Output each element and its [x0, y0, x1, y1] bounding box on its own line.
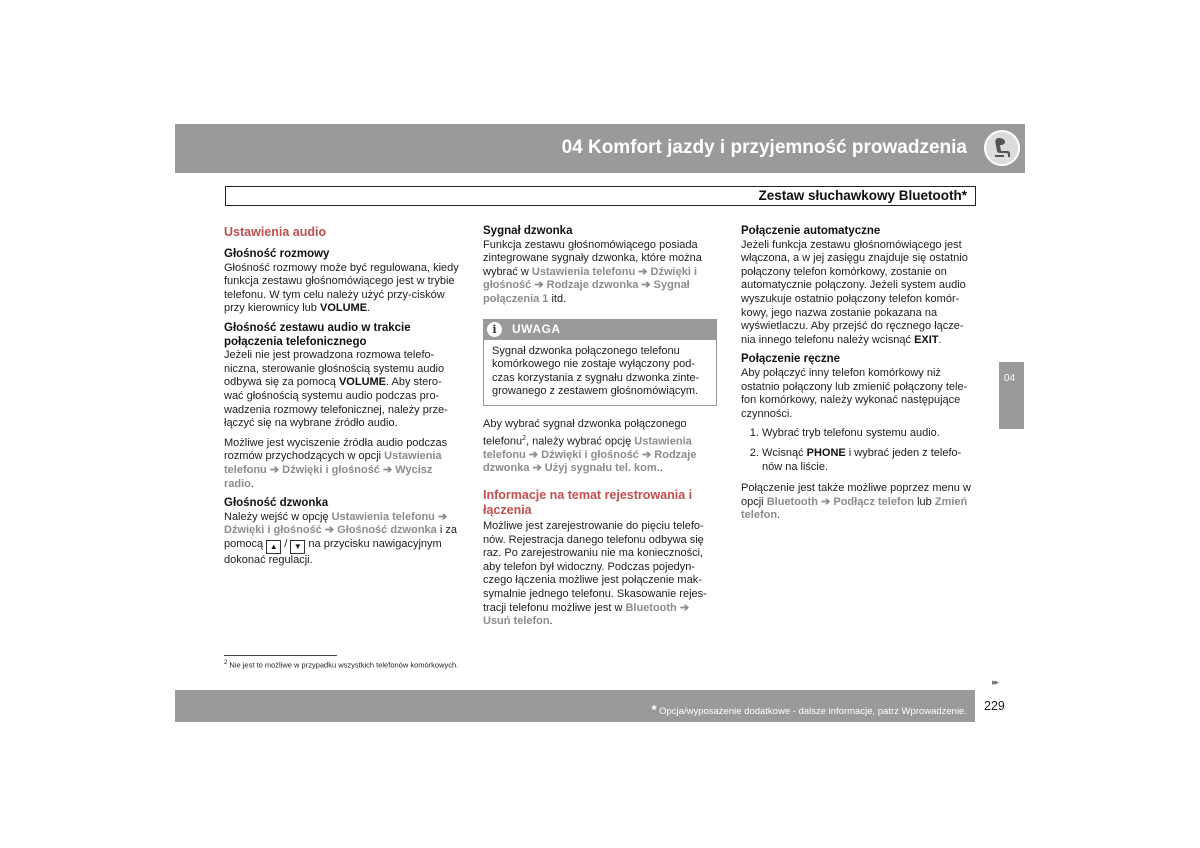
subheading-audio-volume-during-call: Głośność zestawu audio w trakcie połączenia telefonicznego [224, 321, 411, 348]
footnote-number: 2 [224, 660, 228, 666]
page-number: 229 [984, 699, 1005, 713]
list-item [762, 447, 977, 474]
menu-path-item: Ustawienia telefonu [331, 510, 435, 523]
phone-key-label: PHONE [806, 446, 846, 459]
footer-band [175, 690, 975, 722]
paragraph-end: . [549, 615, 553, 628]
footnote-text: Nie jest to możliwe w przypadku wszystkich telefonów komórkowych. [227, 660, 459, 670]
paragraph-text: , należy wybrać opcję [526, 435, 635, 448]
continue-marker-icon: ▸▸ [992, 677, 998, 687]
paragraph-text: Możliwe jest wyciszenie źródła audio podczas rozmów przychodzących w opcji [224, 436, 448, 463]
menu-path-item: Podłącz telefon [833, 495, 915, 508]
arrow-icon: ➔ [532, 462, 545, 475]
paragraph-ring-volume [224, 511, 459, 568]
chapter-title: 04 Komfort jazdy i przyjemność prowadzenia [561, 137, 967, 158]
subheading-ring-volume: Głośność dzwonka [224, 497, 329, 510]
menu-path-item: Zmień telefon [741, 495, 968, 522]
footer-note [651, 702, 967, 717]
menu-path-item: Ustawienia telefonu [483, 435, 692, 461]
warning-box [483, 319, 717, 406]
arrow-icon: ➔ [324, 524, 338, 537]
paragraph-text: Jeżeli nie jest prowadzona rozmowa telefo-niczna, sterowanie głośnością systemu audio odbywa się za pomocą [224, 349, 445, 389]
footnote-ref: 2 [522, 434, 527, 442]
menu-path-item: Rodzaje dzwonka [546, 279, 639, 292]
menu-path-item: Rodzaje dzwonka [483, 448, 697, 475]
arrow-icon: ➔ [638, 265, 651, 278]
menu-path-item: Dźwięki i głośność [483, 265, 698, 292]
paragraph-select-phone-ringtone [483, 418, 717, 476]
arrow-icon: ➔ [269, 463, 283, 476]
arrow-icon: ➔ [383, 463, 396, 476]
column-2 [483, 225, 717, 635]
volume-key-label: VOLUME [319, 302, 368, 315]
paragraph-text: Połączenie jest także możliwe poprzez menu w opcji [741, 482, 971, 508]
arrow-icon: ➔ [642, 448, 655, 461]
column-3 [741, 225, 977, 529]
volume-key-label: VOLUME [338, 376, 387, 389]
section-title-box [225, 186, 976, 206]
paragraph-auto-connect [741, 239, 977, 348]
paragraph-end: . [250, 477, 254, 490]
footnote [224, 660, 458, 670]
steps-list [741, 427, 977, 474]
list-item [762, 427, 977, 441]
footnote-rule [224, 655, 337, 656]
menu-path-item: Bluetooth [766, 495, 819, 508]
section-title: Zestaw słuchawkowy Bluetooth* [758, 188, 967, 203]
paragraph-mute-audio [224, 437, 459, 491]
paragraph-end: . [659, 462, 663, 475]
subheading-manual-connect: Połączenie ręczne [741, 353, 841, 366]
paragraph-text: . Aby stero-wać głośnością systemu audio podczas pro-wadzenia rozmowy telefonicznej, należy prze-łączyć się na wybrane źródło audio. [224, 376, 448, 430]
paragraph-text: Możliwe jest zarejestrowanie do pięciu telefo-nów. Rejestracja danego telefonu odbywa się raz. Po zarejestrowaniu nie ma konieczności, aby telefon był widoczny. Podczas pojedyn-czego łączenia możliwe jest połączenie mak-symalnie jednego telefonu. Skasowanie rejes-tracji telefonu możliwe jest w [483, 519, 707, 614]
menu-path-item: Wycisz radio [224, 463, 433, 490]
menu-path-item: Dźwięki i głośność [282, 463, 380, 476]
paragraph-end: . [938, 333, 942, 346]
column-1 [224, 225, 459, 573]
warning-text: Sygnał dzwonka połączonego telefonu komórkowego nie zostaje wyłączony pod-czas korzystania z sygnału dzwonka zinte-growanego z zestawem głośnomówiącym. [492, 344, 700, 398]
seat-icon [984, 130, 1020, 166]
arrow-icon: ➔ [437, 510, 448, 523]
paragraph-text: lub [914, 495, 935, 508]
subheading-auto-connect: Połączenie automatyczne [741, 225, 881, 237]
paragraph-registration [483, 520, 717, 629]
menu-path-item: Dźwięki i głośność [541, 448, 639, 461]
warning-label: UWAGA [512, 321, 561, 336]
arrow-icon: ➔ [641, 279, 654, 292]
list-item-text: Wcisnąć [762, 446, 807, 459]
arrow-up-key-icon: ▲ [266, 540, 281, 554]
paragraph-end: . [367, 302, 371, 315]
arrow-down-key-icon: ▼ [290, 540, 305, 554]
paragraph-menu-connect [741, 482, 977, 523]
menu-path-item: Głośność dzwonka [337, 524, 437, 537]
menu-path-item: Użyj sygnału tel. kom. [544, 462, 660, 475]
menu-path-item: Ustawienia telefonu [531, 265, 636, 278]
list-item-text: i wybrać jeden z telefo-nów na liście. [762, 446, 962, 473]
paragraph-ringtone [483, 239, 717, 307]
paragraph-manual-connect: Aby połączyć inny telefon komórkowy niż ostatnio połączony lub zmienić połączony tele-fon komórkowy, należy wykonać następujące czynności. [741, 366, 968, 420]
chapter-header [175, 124, 1025, 173]
info-icon: i [487, 322, 502, 337]
menu-path-item: Usuń telefon [483, 615, 550, 628]
menu-path-item: Bluetooth [625, 601, 677, 614]
heading-audio-settings: Ustawienia audio [224, 225, 327, 239]
paragraph-audio-volume [224, 349, 459, 431]
exit-key-label: EXIT [914, 333, 939, 346]
paragraph-text: Głośność rozmowy może być regulowana, kiedy funkcja zestawu głośnomówiącego jest w trybie telefonu. W tym celu należy użyć przy-cisków przy kierownicy lub [224, 261, 459, 315]
paragraph-end: itd. [548, 292, 567, 305]
warning-header [484, 320, 716, 340]
paragraph-text: i za pomocą [224, 524, 457, 550]
paragraph-end: . [777, 509, 781, 522]
arrow-icon: ➔ [679, 601, 690, 614]
menu-path-item: Sygnał połączenia 1 [483, 279, 690, 305]
arrow-icon: ➔ [528, 448, 542, 461]
list-item-text: Wybrać tryb telefonu systemu audio. [762, 427, 940, 440]
chapter-side-tab [999, 362, 1024, 429]
paragraph-text: na przycisku nawigacyjnym dokonać regulacji. [224, 537, 442, 566]
paragraph-text: Jeżeli funkcja zestawu głośnomówiącego jest włączona, a w jej zasięgu znajduje się ostatnio połączony telefon komórkowy, zostanie on automatycznie połączony. Jeżeli system audio wyszukuje ostatnio połączony telefon komór-kowy, jego nazwa zostanie pokazana na wyświetlaczu. Aby przejść do ręcznego łącze-nia innego telefonu należy wcisnąć [741, 238, 968, 346]
subheading-call-volume: Głośność rozmowy [224, 248, 330, 260]
paragraph-text: Funkcja zestawu głośnomówiącego posiada zintegrowane sygnały dzwonka, które można wybrać w [483, 238, 702, 278]
arrow-icon: ➔ [534, 279, 547, 292]
asterisk: * [651, 702, 657, 717]
paragraph-text: Aby wybrać sygnał dzwonka połączonego telefonu [483, 417, 687, 448]
footer-note-text: Opcja/wyposażenie dodatkowe - dalsze informacje, patrz Wprowadzenie. [656, 706, 967, 717]
separator: / [281, 537, 291, 550]
heading-registration-info: Informacje na temat rejestrowania i łączenia [483, 487, 693, 517]
menu-path-item: Dźwięki i głośność [224, 524, 322, 537]
arrow-icon: ➔ [821, 495, 834, 508]
paragraph-text: Należy wejść w opcję [224, 510, 332, 523]
menu-path-item: Ustawienia telefonu [224, 450, 442, 476]
chapter-tab-label: 04 [1004, 373, 1016, 384]
paragraph-call-volume [224, 262, 459, 316]
subheading-ringtone: Sygnał dzwonka [483, 225, 573, 237]
